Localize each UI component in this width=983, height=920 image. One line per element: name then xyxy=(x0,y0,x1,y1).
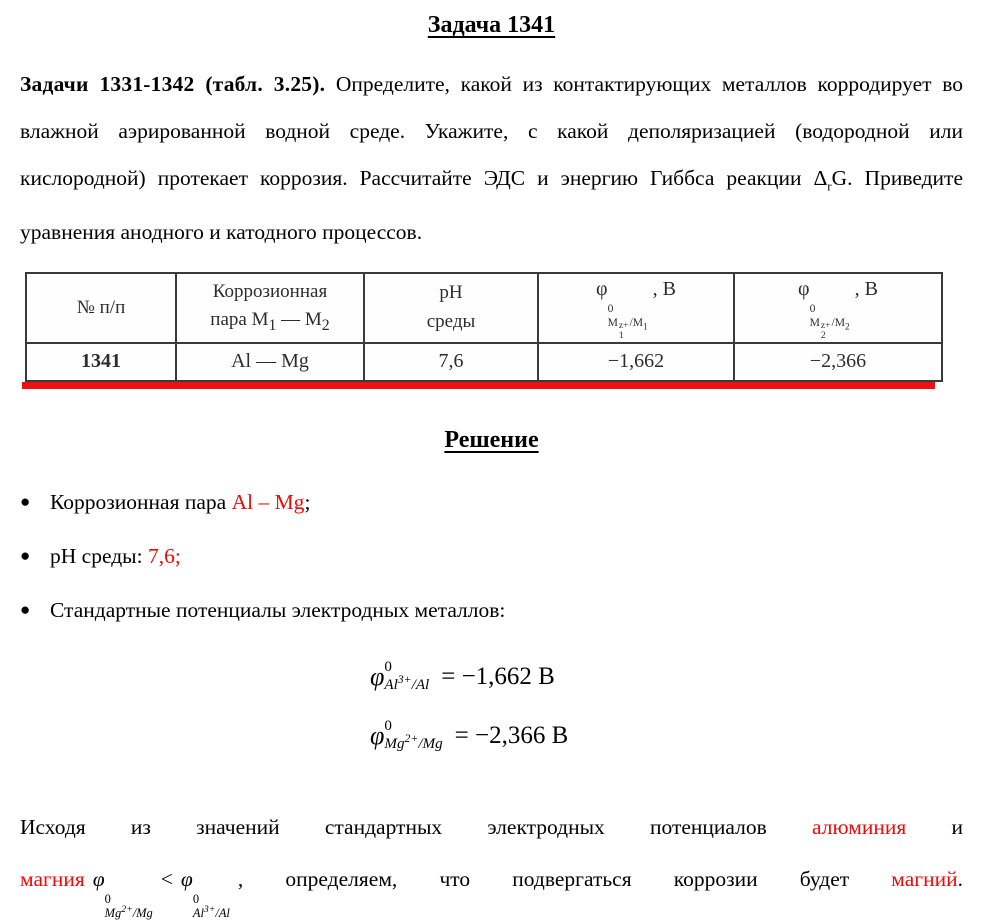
red-word-magnesium: магния xyxy=(20,867,85,891)
conclusion-text: Исходя из значений стандартных электродных потенциалов xyxy=(20,815,812,839)
formula-subscript xyxy=(384,677,429,694)
ion-symbol: Al xyxy=(384,677,397,693)
page-title-text: Задача 1341 xyxy=(428,12,555,38)
inline-supsub xyxy=(105,892,153,920)
metal-symbol: M xyxy=(835,316,845,329)
formula-supsub xyxy=(384,659,429,694)
charge-label: z+ xyxy=(821,322,831,332)
phi-symbol: φ xyxy=(181,867,193,891)
conclusion-text: , определяем, что подвергаться коррозии будет xyxy=(238,867,891,891)
solution-heading xyxy=(0,427,983,454)
index-label: 2 xyxy=(845,322,850,332)
pair-dash: — M xyxy=(276,309,321,330)
ion-charge: 3+ xyxy=(204,904,215,915)
cell-pair: Al — Mg xyxy=(176,343,364,381)
volt-unit: , В xyxy=(653,278,676,300)
bullet-red-value: 7,6; xyxy=(148,544,181,568)
bullet-marker: ● xyxy=(20,598,50,623)
potential-formulas-block xyxy=(370,652,983,761)
phi-symbol: φ xyxy=(370,662,384,692)
problem-text-part1: Определите, какой из контактирующих металлов корродирует во влажной аэрированной водной среде. Укажите, с какой деполяризацией (водородной или кислородной) протекает коррозия. Рассчитайте ЭДС и энергию Гиббса реакции Δ xyxy=(20,72,963,190)
metal-symbol: M xyxy=(608,316,618,329)
bullet-potentials-text xyxy=(50,598,505,623)
metal-symbol: Mg xyxy=(423,736,443,752)
metal-symbol: Al xyxy=(219,906,230,920)
inline-subscript xyxy=(105,906,153,920)
bullet-text: Коррозионная пара xyxy=(50,490,232,514)
charge-index-stack xyxy=(619,322,629,341)
ion-charge: 2+ xyxy=(405,732,419,745)
phi-sup-zero: 0 xyxy=(384,718,392,735)
slash: / xyxy=(629,316,632,329)
formula-value: = −2,366 В xyxy=(455,722,569,750)
slash: / xyxy=(831,316,834,329)
corrosion-pair-table xyxy=(25,272,943,381)
less-than-sign: < xyxy=(161,867,173,891)
charge-index-stack xyxy=(821,322,831,341)
slash: / xyxy=(215,906,218,920)
formula-mg-potential xyxy=(370,711,983,761)
problem-range-bold: Задачи 1331-1342 (табл. 3.25). xyxy=(20,72,325,96)
red-word-magnesium-final: магний xyxy=(891,867,957,891)
phi2-supsub xyxy=(810,302,850,341)
cell-phi2: −2,366 xyxy=(734,343,942,381)
col-header-phi2 xyxy=(734,273,942,342)
inline-supsub xyxy=(193,892,230,920)
phi-symbol: φ xyxy=(798,278,810,300)
formula-al-potential xyxy=(370,652,983,702)
m2-index: 2 xyxy=(322,317,330,334)
data-table-wrapper xyxy=(25,272,983,381)
slash: / xyxy=(133,906,136,920)
phi-sup-zero: 0 xyxy=(193,892,199,906)
cell-problem-number: 1341 xyxy=(26,343,176,381)
ion-charge: 3+ xyxy=(398,673,412,686)
pair-header-line2 xyxy=(210,309,329,330)
phi1-subscript xyxy=(608,316,648,342)
formula-supsub xyxy=(384,718,442,753)
phi1-supsub xyxy=(608,302,648,341)
metal-symbol: Mg xyxy=(136,906,153,920)
phi-sup-zero: 0 xyxy=(105,892,111,906)
slash: / xyxy=(418,736,422,752)
pair-prefix: пара M xyxy=(210,309,268,330)
phi2-subscript xyxy=(810,316,850,342)
delta-subscript-r: r xyxy=(827,178,831,193)
inline-math-al xyxy=(181,853,230,920)
metal-symbol: M xyxy=(633,316,643,329)
solution-heading-text: Решение xyxy=(444,427,538,453)
problem-statement xyxy=(20,61,963,256)
phi-sup-zero: 0 xyxy=(608,302,614,315)
ion-symbol: Mg xyxy=(384,736,404,752)
table-data-row xyxy=(26,343,942,381)
inline-subscript xyxy=(193,906,230,920)
bullet-marker: ● xyxy=(20,490,50,515)
bullet-tail: ; xyxy=(304,490,310,514)
phi-symbol: φ xyxy=(596,278,608,300)
phi1-header-math xyxy=(596,278,676,300)
ph-header-line2: среды xyxy=(427,311,476,332)
phi-symbol: φ xyxy=(93,867,105,891)
bullet-text: pH среды: xyxy=(50,544,148,568)
bullet-item-ph xyxy=(20,544,983,569)
ion-symbol: Al xyxy=(193,906,204,920)
index-label: 1 xyxy=(619,332,624,342)
formula-subscript xyxy=(384,736,442,753)
col-header-ph xyxy=(364,273,538,342)
phi-symbol: φ xyxy=(370,721,384,751)
problem-text-part2: G. Приведите уравнения анодного и катодного процессов. xyxy=(20,166,963,244)
ion-symbol: Mg xyxy=(105,906,122,920)
conclusion-line1 xyxy=(20,801,963,853)
bullet-item-potentials xyxy=(20,598,983,623)
formula-value: = −1,662 В xyxy=(441,663,555,691)
red-word-aluminum: алюминия xyxy=(812,815,906,839)
col-header-phi1 xyxy=(538,273,734,342)
conclusion-paragraph xyxy=(20,801,963,920)
bullet-item-pair xyxy=(20,490,983,515)
phi-sup-zero: 0 xyxy=(384,659,392,676)
phi2-header-math xyxy=(798,278,878,300)
bullet-ph-text xyxy=(50,544,181,569)
inline-math-mg xyxy=(93,853,153,920)
index-label: 1 xyxy=(643,322,648,332)
ion-charge: 2+ xyxy=(121,904,132,915)
charge-label: z+ xyxy=(619,322,629,332)
index-label: 2 xyxy=(821,332,826,342)
col-header-pair xyxy=(176,273,364,342)
metal-symbol: M xyxy=(810,316,820,329)
col-header-number xyxy=(26,273,176,342)
conclusion-text: . xyxy=(958,867,963,891)
bullet-marker: ● xyxy=(20,544,50,569)
metal-symbol: Al xyxy=(416,677,429,693)
pair-header-line1: Коррозионная xyxy=(213,281,327,302)
conclusion-text: и xyxy=(906,815,963,839)
m1-index: 1 xyxy=(268,317,276,334)
phi-sup-zero: 0 xyxy=(810,302,816,315)
table-header-row xyxy=(26,273,942,342)
col-header-number-label: № п/п xyxy=(77,297,126,318)
solution-bullet-list xyxy=(0,490,983,623)
red-underline-bar xyxy=(22,382,935,389)
conclusion-line2 xyxy=(20,853,963,920)
bullet-pair-text xyxy=(50,490,310,515)
volt-unit: , В xyxy=(855,278,878,300)
ph-header-line1: pH xyxy=(439,282,462,303)
cell-ph: 7,6 xyxy=(364,343,538,381)
bullet-text: Стандартные потенциалы электродных металлов: xyxy=(50,598,505,622)
cell-phi1: −1,662 xyxy=(538,343,734,381)
bullet-red-value: Al – Mg xyxy=(232,490,305,514)
slash: / xyxy=(412,677,416,693)
page-title xyxy=(0,0,983,39)
